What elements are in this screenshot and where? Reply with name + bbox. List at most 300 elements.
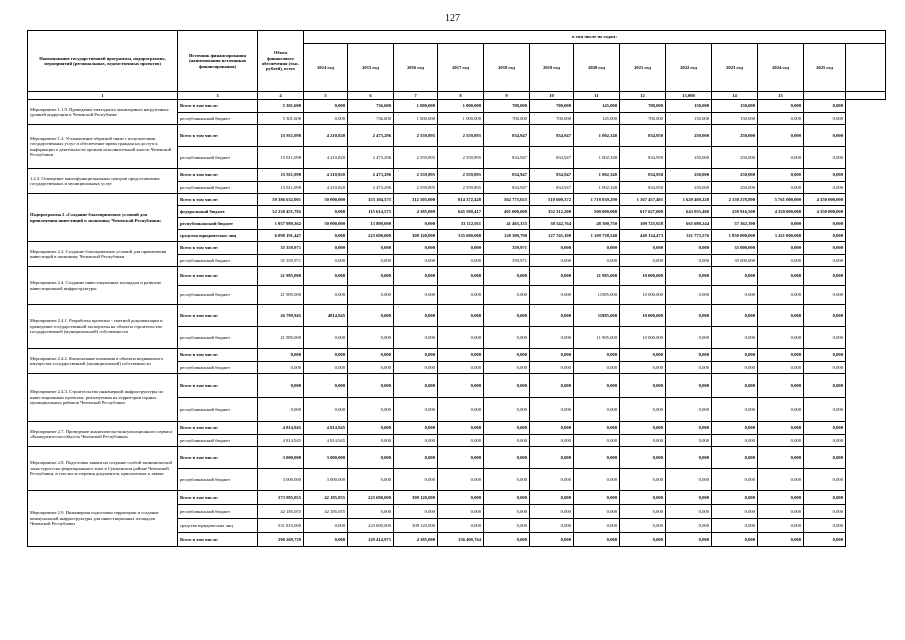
year-value: 0,000 [348,242,394,255]
year-value: 0,000 [666,505,712,519]
year-value: 0,000 [666,254,712,267]
funding-source: республиканский бюджет [178,361,258,374]
funding-source: республиканский бюджет [178,398,258,422]
year-value: 0,000 [304,349,348,362]
year-value: 0,000 [712,267,758,286]
year-value: 259 916,500 [712,206,758,218]
year-value: 0,000 [438,242,484,255]
year-value: 0,000 [758,533,804,547]
column-index: 15 [758,92,804,100]
year-value: 0,000 [530,533,574,547]
header-year: 2024 год [758,44,804,92]
year-value: 700,000 [484,112,530,125]
year-value: 0,000 [304,519,348,533]
total-value: 4 814,945 [258,422,304,435]
header-year: 2015 год [348,44,394,92]
year-value: 0,000 [666,533,712,547]
year-value: 308 120,000 [394,519,438,533]
year-value: 0,000 [712,533,758,547]
year-value: 0,000 [804,361,846,374]
year-value: 0,000 [348,434,394,447]
funding-source: средства юридических лиц [178,230,258,242]
year-value: 440 134,473 [620,230,666,242]
year-value: 0,000 [712,422,758,435]
year-value: 0,000 [530,519,574,533]
measure-name: Мероприятие 2.9. Инженерная подготовка территории и создание коммунальной инфраструктуры для инвестиционных площадок Чеченской Республики [28,491,178,547]
measure-name: Мероприятие 2.8. Подготовка заявки на создание особой экономической зоны туристско-рекреационного типа в Сунженском районе Чеченской Республики, в том числе перечня документов, прилагаемых к заявке [28,447,178,491]
year-value: 0,000 [530,398,574,422]
year-value: 0,000 [484,305,530,327]
year-value: 127 745,108 [530,230,574,242]
funding-source: республиканский бюджет [178,469,258,491]
year-value: 0,000 [620,254,666,267]
header-year: 2019 год [530,44,574,92]
year-value: 0,000 [304,206,348,218]
year-value: 135 680,000 [438,230,484,242]
year-value: 250,000 [712,125,758,147]
measure-name: Мероприятие 1.2. Установление обратной связи с получателями государственных услуг и обеспечение права граждан на доступ к информации о деятельности органов исполнительной власти Чеченской Республики [28,125,178,169]
year-value: 0,000 [758,349,804,362]
year-value: 2 158 278,890 [712,194,758,206]
year-value: 834,947 [530,169,574,182]
year-value: 42 185,055 [304,505,348,519]
year-value: 0,000 [530,305,574,327]
year-value: 10 000,000 [620,305,666,327]
year-value: 1 002,348 [574,181,620,194]
year-value: 41 465,335 [484,218,530,230]
funding-source: Всего в том числе: [178,305,258,327]
year-value: 834,947 [530,147,574,169]
total-value: 3 000,000 [258,447,304,469]
year-value: 1 169 738,540 [574,230,620,242]
column-index: 8 [438,92,484,100]
year-value: 0,000 [620,519,666,533]
year-value: 0,000 [620,422,666,435]
year-value: 156 409,764 [438,533,484,547]
year-value: 0,000 [304,254,348,267]
year-value: 0,000 [712,519,758,533]
year-value: 4 814,945 [304,422,348,435]
year-value: 617 627,000 [620,206,666,218]
year-value: 0,000 [666,286,712,305]
year-value: 145,000 [574,112,620,125]
funding-source: Всего в том числе: [178,349,258,362]
year-value: 0,000 [666,491,712,505]
year-value: 4 210,820 [304,147,348,169]
year-value: 0,000 [394,361,438,374]
year-value: 0,000 [484,491,530,505]
year-value: 0,000 [758,361,804,374]
year-value: 2 559,895 [438,169,484,182]
header-by-years: в том числе по годам: [304,31,886,44]
year-value: 0,000 [394,434,438,447]
year-value: 359,971 [484,242,530,255]
year-value: 643 055,400 [666,206,712,218]
year-value: 0,000 [438,422,484,435]
year-value: 736,600 [348,100,394,113]
year-value: 700,000 [530,100,574,113]
year-value: 109 725,928 [620,218,666,230]
year-value: 0,000 [484,533,530,547]
year-value: 150,000 [666,112,712,125]
funding-source: Всего в том числе: [178,491,258,505]
year-value: 311 773,576 [666,230,712,242]
year-value: 0,000 [348,398,394,422]
year-value: 0,000 [304,112,348,125]
year-value: 0,000 [804,100,846,113]
year-value: 0,000 [304,374,348,398]
year-value: 4 350 000,000 [804,206,846,218]
header-year: 2023 год [712,44,758,92]
year-value: 4 814,945 [304,434,348,447]
year-value: 0,000 [484,519,530,533]
year-value: 0,000 [574,422,620,435]
year-value: 129 414,975 [348,533,394,547]
total-value: 0,000 [258,374,304,398]
year-value: 814 372,428 [438,194,484,206]
year-value: 0,000 [712,327,758,349]
table-row [28,491,886,505]
year-value: 4814,945 [304,305,348,327]
year-value: 0,000 [484,447,530,469]
year-value: 0,000 [804,422,846,435]
year-value: 150,000 [712,112,758,125]
year-value: 11 985,000 [574,267,620,286]
year-value: 0,000 [758,434,804,447]
year-value: 13 800,000 [348,218,394,230]
year-value: 0,000 [438,254,484,267]
year-value: 0,000 [394,254,438,267]
funding-source: республиканский бюджет [178,112,258,125]
year-value: 0,000 [758,125,804,147]
measure-name: Мероприятие 2.7. Проведение аналитическо-консультационного сервиса «Конкурентоспособность Чеченской Республики» [28,422,178,447]
year-value: 223 690,000 [348,519,394,533]
table-row [28,125,886,147]
year-value: 2 559,895 [394,181,438,194]
year-value: 0,000 [438,349,484,362]
year-value: 1 718 039,290 [574,194,620,206]
year-value: 0,000 [666,361,712,374]
year-value: 0,000 [666,305,712,327]
year-value: 352 312,200 [530,206,574,218]
measure-name: Мероприятие 1.1.9. Проведение ежегодного мониторинга нагрузочных уровней коррупции в Чеченской Республике [28,100,178,125]
year-value: 0,000 [712,469,758,491]
total-value: 15 811,098 [258,125,304,147]
year-value: 0,000 [530,254,574,267]
year-value: 834,950 [620,125,666,147]
total-value: 1 057 989,362 [258,218,304,230]
year-value: 2 559,895 [394,169,438,182]
year-value: 0,000 [804,327,846,349]
total-value: 0,000 [258,349,304,362]
year-value: 0,000 [530,361,574,374]
header-year: 2016 год [394,44,438,92]
year-value: 223 690,000 [348,230,394,242]
year-value: 0,000 [666,469,712,491]
year-value: 0,000 [484,361,530,374]
total-value: 15 811,098 [258,147,304,169]
budget-table [27,30,886,547]
year-value: 0,000 [574,242,620,255]
year-value: 0,000 [574,519,620,533]
year-value: 1 002,348 [574,147,620,169]
year-value: 0,000 [530,505,574,519]
measure-name: Мероприятие 2.4.3. Строительство инженерной инфраструктуры по инвестиционным проектам, реализуемым на территории горных муниципальных районов Чеченской Республики [28,374,178,422]
column-index: 14 [712,92,758,100]
funding-source: Всего в том числе: [178,447,258,469]
total-value: 15 811,098 [258,169,304,182]
header-year: 2021 год [620,44,666,92]
year-value: 250,000 [712,147,758,169]
year-value: 0,000 [348,374,394,398]
year-value: 0,000 [712,398,758,422]
year-value: 0,000 [804,112,846,125]
year-value: 10 000,000 [620,267,666,286]
year-value: 223 690,000 [348,491,394,505]
year-value: 0,000 [620,505,666,519]
year-value: 1 850 000,000 [712,230,758,242]
year-value: 4 350 000,000 [758,206,804,218]
year-value: 0,000 [484,374,530,398]
year-value: 0,000 [438,361,484,374]
year-value: 0,000 [304,286,348,305]
year-value: 0,000 [394,218,438,230]
table-row [28,349,886,362]
year-value: 2 559,895 [394,147,438,169]
year-value: 35 000,000 [712,242,758,255]
total-value: 290 269,739 [258,533,304,547]
year-value: 0,000 [574,447,620,469]
year-value: 0,000 [666,242,712,255]
funding-source: республиканский бюджет [178,505,258,519]
year-value: 0,000 [438,267,484,286]
year-value: 0,000 [530,469,574,491]
year-value: 1 000,000 [438,112,484,125]
year-value: 0,000 [620,349,666,362]
year-value: 0,000 [758,100,804,113]
measure-name: Подпрограмма 2 «Создание благоприятных условий для привлечения инвестиций в экономику Чеченской Республики» [28,194,178,242]
year-value: 35 000,000 [712,254,758,267]
year-value: 0,000 [804,125,846,147]
year-value: 834,947 [484,147,530,169]
year-value: 0,000 [304,361,348,374]
year-value: 0,000 [394,398,438,422]
year-value: 0,000 [348,254,394,267]
year-value: 0,000 [804,147,846,169]
measure-name: 1.2.3. Освещение многофункциональных центров предоставления государственных и муниципальных услуг [28,169,178,194]
year-value: 145,000 [574,100,620,113]
year-value: 700,000 [484,100,530,113]
year-value: 0,000 [712,305,758,327]
year-value: 0,000 [574,374,620,398]
table-row [28,100,886,113]
year-value: 0,000 [620,469,666,491]
year-value: 1 167 457,401 [620,194,666,206]
year-value: 0,000 [712,505,758,519]
year-value: 0,000 [438,398,484,422]
year-value: 0,000 [574,469,620,491]
year-value: 0,000 [484,327,530,349]
year-value: 0,000 [620,434,666,447]
year-value: 0,000 [666,327,712,349]
year-value: 0,000 [804,533,846,547]
total-value: 573 995,055 [258,491,304,505]
year-value: 0,000 [394,349,438,362]
year-value: 0,000 [620,374,666,398]
year-value: 0,000 [438,519,484,533]
year-value: 0,000 [574,398,620,422]
year-value: 0,000 [530,286,574,305]
year-value: 834,950 [620,147,666,169]
total-value: 0,000 [258,361,304,374]
year-value: 0,000 [484,349,530,362]
year-value: 0,000 [484,434,530,447]
total-value: 42 185,055 [258,505,304,519]
year-value: 0,000 [394,447,438,469]
header-year: 2020 год [574,44,620,92]
year-value: 353 104,575 [348,194,394,206]
year-value: 0,000 [304,100,348,113]
year-value: 0,000 [804,349,846,362]
year-value: 0,000 [758,267,804,286]
year-value: 834,947 [484,181,530,194]
column-index: 6 [348,92,394,100]
year-value: 0,000 [804,447,846,469]
table-row [28,447,886,469]
column-index [846,92,886,100]
year-value: 0,000 [304,267,348,286]
year-value: 0,000 [348,447,394,469]
year-value: 48 300,750 [574,218,620,230]
year-value: 150,000 [712,100,758,113]
year-value: 1 411 000,000 [758,230,804,242]
year-value: 834,947 [530,181,574,194]
total-value: 15 811,098 [258,181,304,194]
year-value: 0,000 [804,286,846,305]
column-index [804,92,846,100]
year-value: 0,000 [758,327,804,349]
year-value: 0,000 [712,286,758,305]
year-value: 50 000,000 [304,218,348,230]
year-value: 0,000 [804,305,846,327]
year-value: 0,000 [804,169,846,182]
header-year-blank [846,44,886,92]
year-value: 120 309,790 [484,230,530,242]
year-value: 0,000 [574,361,620,374]
year-value: 0,000 [758,286,804,305]
year-value: 5 761 000,000 [758,194,804,206]
column-index: 13,000 [666,92,712,100]
year-value: 500 000,000 [574,206,620,218]
year-value: 645 580,417 [438,206,484,218]
header-year: 2018 год [484,44,530,92]
year-value: 0,000 [530,491,574,505]
year-value: 0,000 [620,242,666,255]
header-year: 2017 год [438,44,484,92]
funding-source: Всего в том числе: [178,374,258,398]
year-value: 0,000 [348,349,394,362]
year-value: 0,000 [712,374,758,398]
total-value: 3 000,000 [258,469,304,491]
year-value: 0,000 [758,242,804,255]
year-value: 0,000 [348,422,394,435]
funding-source: республиканский бюджет [178,218,258,230]
year-value: 0,000 [394,267,438,286]
year-value: 0,000 [620,398,666,422]
year-value: 250,000 [666,181,712,194]
total-value: 52 230 451,792 [258,206,304,218]
year-value: 4 385,000 [394,533,438,547]
year-value: 0,000 [438,469,484,491]
funding-source: Всего в том числе: [178,533,258,547]
measure-name: Мероприятие 2.4. Создание инвестиционных площадок и развитие инвестиционной инфраструктуры [28,267,178,305]
year-value: 1 000,000 [394,100,438,113]
year-value: 0,000 [712,349,758,362]
year-value: 0,000 [304,533,348,547]
year-value: 4 350 000,000 [804,194,846,206]
year-value: 308 120,000 [394,230,438,242]
year-value: 0,000 [758,398,804,422]
year-value: 0,000 [666,267,712,286]
year-value: 0,000 [304,242,348,255]
year-value: 1 000,000 [394,112,438,125]
year-value: 0,000 [712,447,758,469]
year-value: 0,000 [804,254,846,267]
year-value: 115 614,575 [348,206,394,218]
year-value: 150,000 [666,100,712,113]
year-value: 250,000 [666,125,712,147]
year-value: 250,000 [712,181,758,194]
table-row [28,267,886,286]
year-value: 3 000,000 [304,469,348,491]
year-value: 0,000 [304,230,348,242]
year-value: 0,000 [394,422,438,435]
year-value: 0,000 [348,469,394,491]
year-value: 308 120,000 [394,491,438,505]
year-value: 0,000 [304,327,348,349]
year-value: 0,000 [620,491,666,505]
year-value: 0,000 [620,361,666,374]
year-value: 0,000 [304,398,348,422]
funding-source: республиканский бюджет [178,181,258,194]
year-value: 0,000 [758,422,804,435]
year-value: 0,000 [574,491,620,505]
header-name: Наименование государственной программы, подпрограммы, мероприятий (региональных, ведомственных проектов) [28,31,178,92]
header-total: Объем финансового обеспечения (тыс. рублей), всего [258,31,304,92]
table-row [28,305,886,327]
year-value: 0,000 [530,242,574,255]
total-value: 59 386 632,001 [258,194,304,206]
year-value: 0,000 [666,422,712,435]
year-value: 0,000 [348,305,394,327]
year-value: 0,000 [484,422,530,435]
year-value: 0,000 [804,505,846,519]
year-value: 834,950 [620,181,666,194]
year-value: 0,000 [438,374,484,398]
table-row [28,194,886,206]
total-value: 5 301,600 [258,112,304,125]
year-value: 11 985,000 [574,327,620,349]
total-value: 6 098 191,447 [258,230,304,242]
year-value: 0,000 [758,469,804,491]
column-index: 3 [178,92,258,100]
column-index: 9 [484,92,530,100]
column-index: 4 [258,92,304,100]
year-value: 4 385,009 [394,206,438,218]
year-value: 0,000 [804,519,846,533]
year-value: 0,000 [394,469,438,491]
year-value: 2 473,296 [348,169,394,182]
